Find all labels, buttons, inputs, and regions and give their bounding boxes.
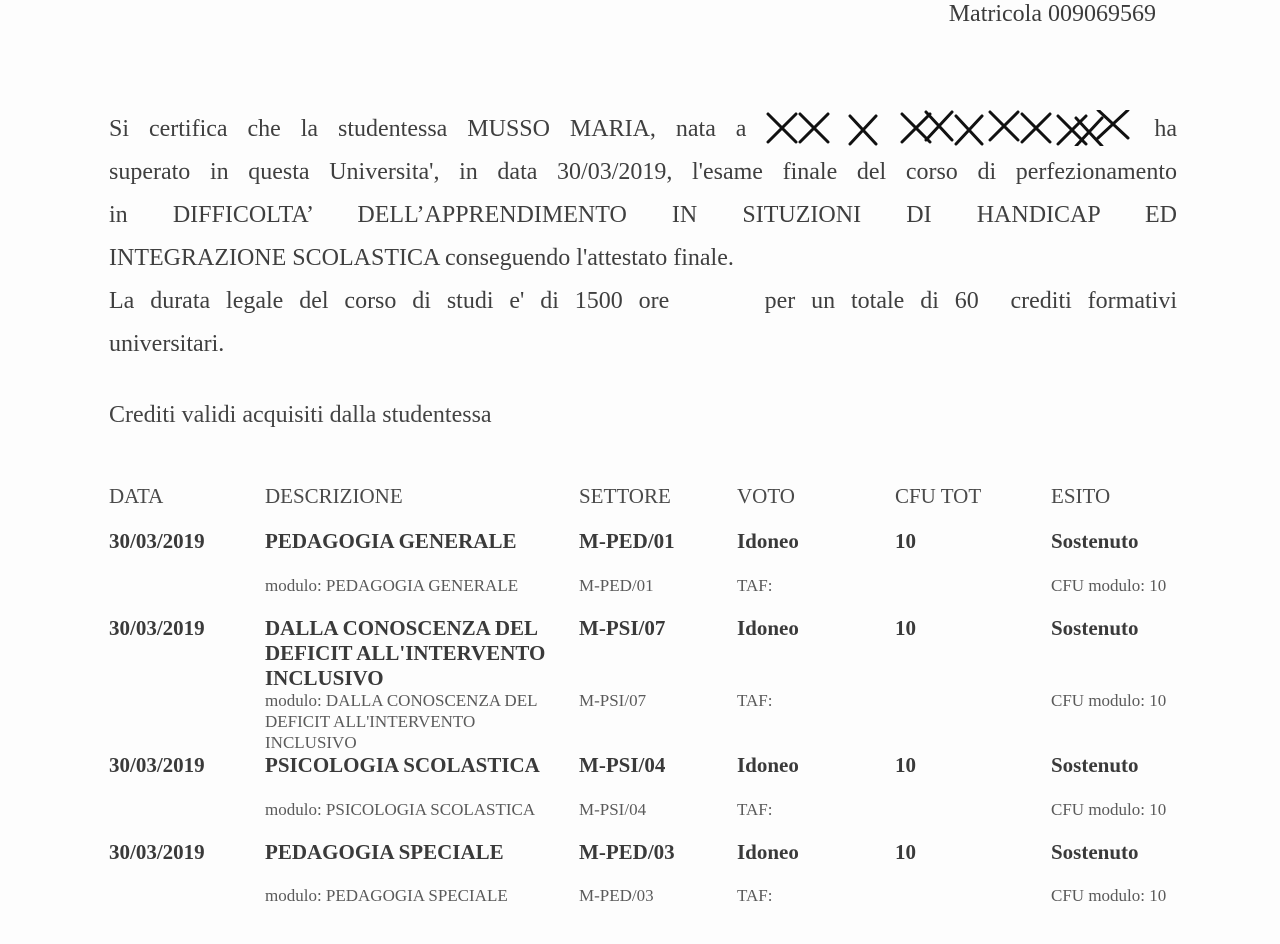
row-3-mod-cfu: CFU modulo: 10 [1051,800,1167,819]
row-3-cfu: 10 [895,753,916,777]
row-3-date: 30/03/2019 [109,753,205,777]
header-desc: DESCRIZIONE [265,484,403,508]
row-1-desc: PEDAGOGIA GENERALE [265,529,517,553]
row-2-desc: DALLA CONOSCENZA DEL DEFICIT ALL'INTERVENTO INCLUSIVO [265,616,546,690]
cert-line-6: universitari. [109,331,225,357]
cert-line-1-text: Si certifica che la studentessa MUSSO MARIA, nata a [109,116,747,142]
cert-line-1 [109,108,1177,151]
row-3-esito: Sostenuto [1051,753,1139,777]
row-1-esito: Sostenuto [1051,529,1139,553]
row-2-esito: Sostenuto [1051,616,1139,640]
row-4-mod-settore: M-PED/03 [579,886,654,905]
row-4-mod-desc: modulo: PEDAGOGIA SPECIALE [265,886,508,905]
row-4-desc: PEDAGOGIA SPECIALE [265,840,504,864]
header-settore: SETTORE [579,484,671,508]
row-3-mod-settore: M-PSI/04 [579,800,647,819]
credits-title: Crediti validi acquisiti dalla studentessa [109,402,492,428]
header-voto: VOTO [737,484,795,508]
row-1-mod-desc: modulo: PEDAGOGIA GENERALE [265,576,519,595]
row-4-mod-cfu: CFU modulo: 10 [1051,886,1167,905]
row-2-settore: M-PSI/07 [579,616,666,640]
row-4-esito: Sostenuto [1051,840,1139,864]
cert-line-2: superato in questa Universita', in data 30/03/2019, l'esame finale del corso di perfezionamento [109,159,1177,185]
row-4-mod-taf: TAF: [737,886,773,905]
row-2-mod-taf: TAF: [737,691,773,710]
redaction-marks [766,110,1134,146]
row-1-date: 30/03/2019 [109,529,205,553]
header-esito: ESITO [1051,484,1111,508]
cert-line-1-end: ha [1154,116,1178,142]
header-cfu: CFU TOT [895,484,982,508]
row-3-mod-desc: modulo: PSICOLOGIA SCOLASTICA [265,800,536,819]
row-2-cfu: 10 [895,616,916,640]
row-2-mod-settore: M-PSI/07 [579,691,647,710]
row-2-voto: Idoneo [737,616,799,640]
cert-line-5: La durata legale del corso di studi e' di 1500 ore per un totale di 60 crediti formativi [109,288,1177,314]
certificate-body [109,108,1177,366]
row-4-settore: M-PED/03 [579,840,675,864]
row-3-voto: Idoneo [737,753,799,777]
row-3-desc: PSICOLOGIA SCOLASTICA [265,753,540,777]
row-3-settore: M-PSI/04 [579,753,666,777]
row-4-date: 30/03/2019 [109,840,205,864]
row-1-mod-settore: M-PED/01 [579,576,654,595]
row-4-voto: Idoneo [737,840,799,864]
cert-line-4: INTEGRAZIONE SCOLASTICA conseguendo l'attestato finale. [109,245,734,271]
row-1-mod-taf: TAF: [737,576,773,595]
row-2-mod-cfu: CFU modulo: 10 [1051,691,1167,710]
row-1-mod-cfu: CFU modulo: 10 [1051,576,1167,595]
row-3-mod-taf: TAF: [737,800,773,819]
row-1-cfu: 10 [895,529,916,553]
row-4-cfu: 10 [895,840,916,864]
cert-line-3: in DIFFICOLTA’ DELL’APPRENDIMENTO IN SITUZIONI DI HANDICAP ED [109,202,1177,228]
header-date: DATA [109,484,164,508]
row-2-mod-desc: modulo: DALLA CONOSCENZA DEL DEFICIT ALL'INTERVENTO INCLUSIVO [265,691,537,752]
redaction-x-icon [766,110,1134,146]
row-1-voto: Idoneo [737,529,799,553]
row-1-settore: M-PED/01 [579,529,675,553]
matricola-number: Matricola 009069569 [948,1,1156,27]
row-2-date: 30/03/2019 [109,616,205,640]
